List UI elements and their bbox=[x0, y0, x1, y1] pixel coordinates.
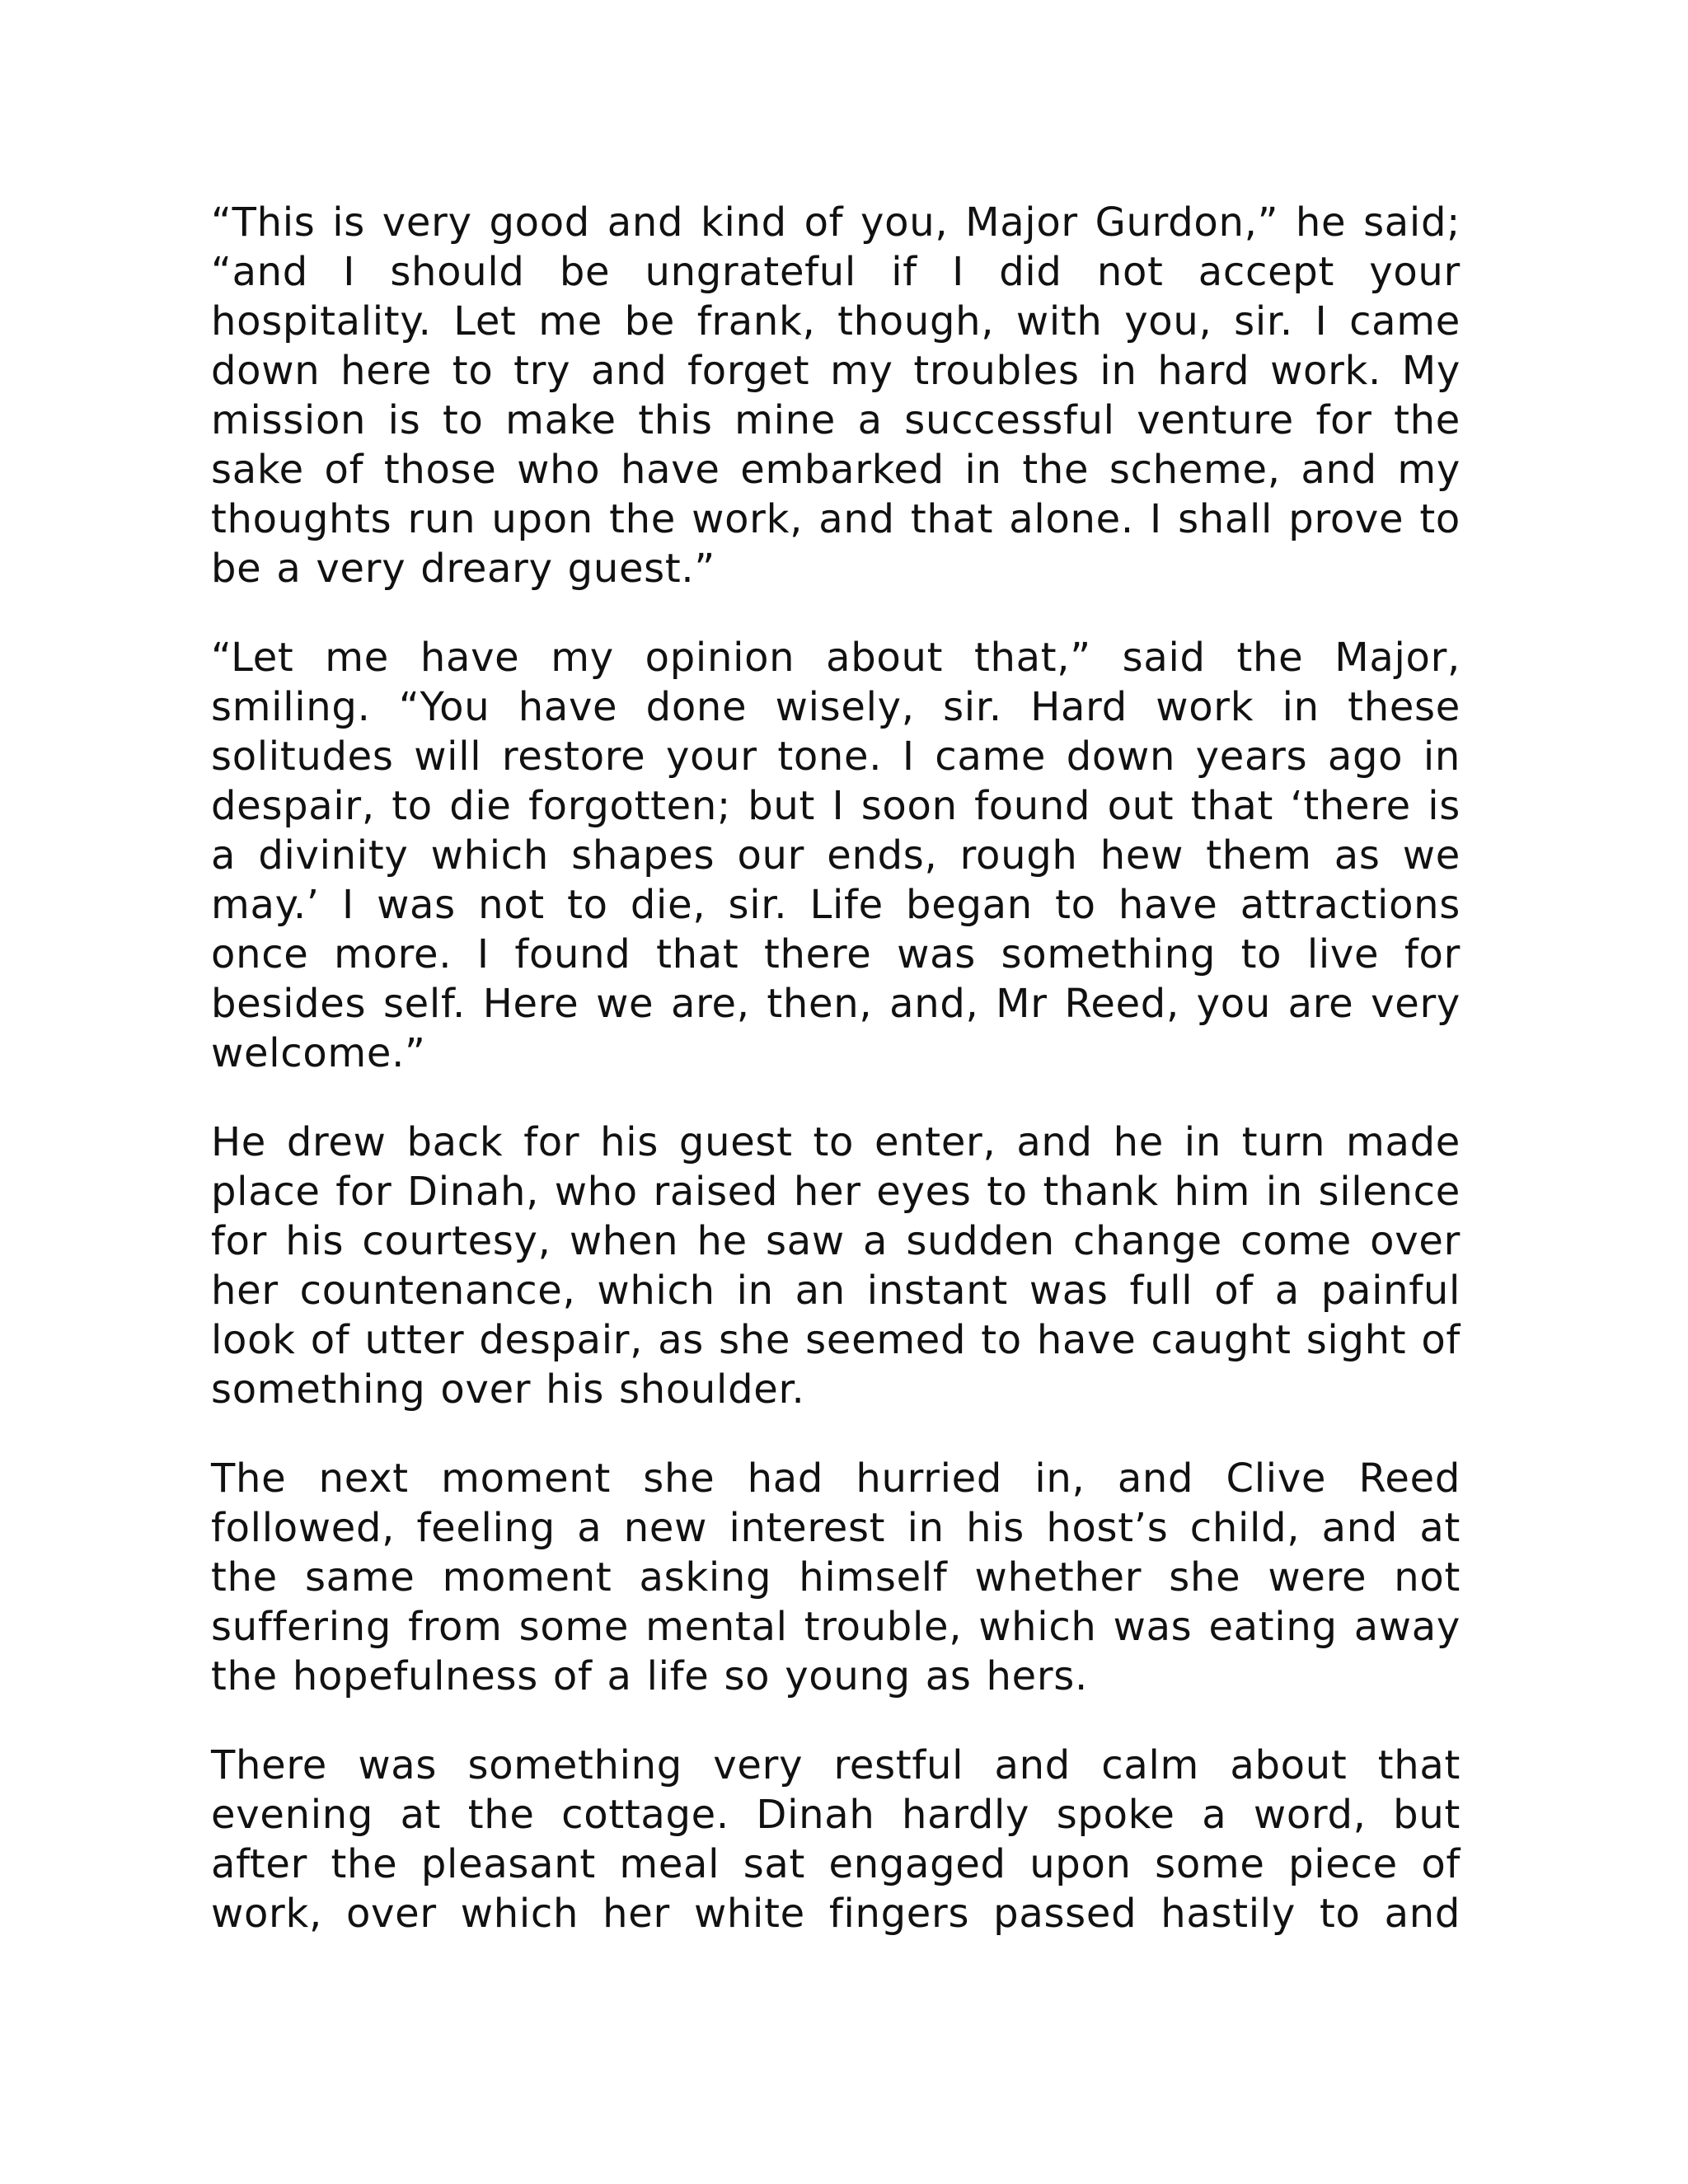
paragraph: He drew back for his guest to enter, and he in turn made place for Dinah, who raised her eyes to thank him in silence for his courtesy, when he saw a sudden change come over her countenance, which in an instant was full of a painful look of utter despair, as she seemed to have caught sight of something over his shoulder. bbox=[211, 1119, 1461, 1413]
paragraph: The next moment she had hurried in, and Clive Reed followed, feeling a new interest in his host’s child, and at the same moment asking himself whether she were not suffering from some mental trouble, which was eating away the hopefulness of a life so young as hers. bbox=[211, 1455, 1461, 1699]
paragraph: There was something very restful and calm about that evening at the cottage. Dinah hardly spoke a word, but after the pleasant meal sat engaged upon some piece of work, over which her white fingers passed hastily to and bbox=[211, 1742, 1461, 1937]
page-body bbox=[211, 198, 1461, 1938]
paragraph: “This is very good and kind of you, Major Gurdon,” he said; “and I should be ungrateful if I did not accept your hospitality. Let me be frank, though, with you, sir. I came down here to try and forget my troubles in hard work. My mission is to make this mine a successful venture for the sake of those who have embarked in the scheme, and my thoughts run upon the work, and that alone. I shall prove to be a very dreary guest.” bbox=[211, 199, 1461, 592]
paragraph: “Let me have my opinion about that,” said the Major, smiling. “You have done wisely, sir. Hard work in these solitudes will restore your tone. I came down years ago in despair, to die forgotten; but I soon found out that ‘there is a divinity which shapes our ends, rough hew them as we may.’ I was not to die, sir. Life began to have attractions once more. I found that there was something to live for besides self. Here we are, then, and, Mr Reed, you are very welcome.” bbox=[211, 635, 1461, 1076]
